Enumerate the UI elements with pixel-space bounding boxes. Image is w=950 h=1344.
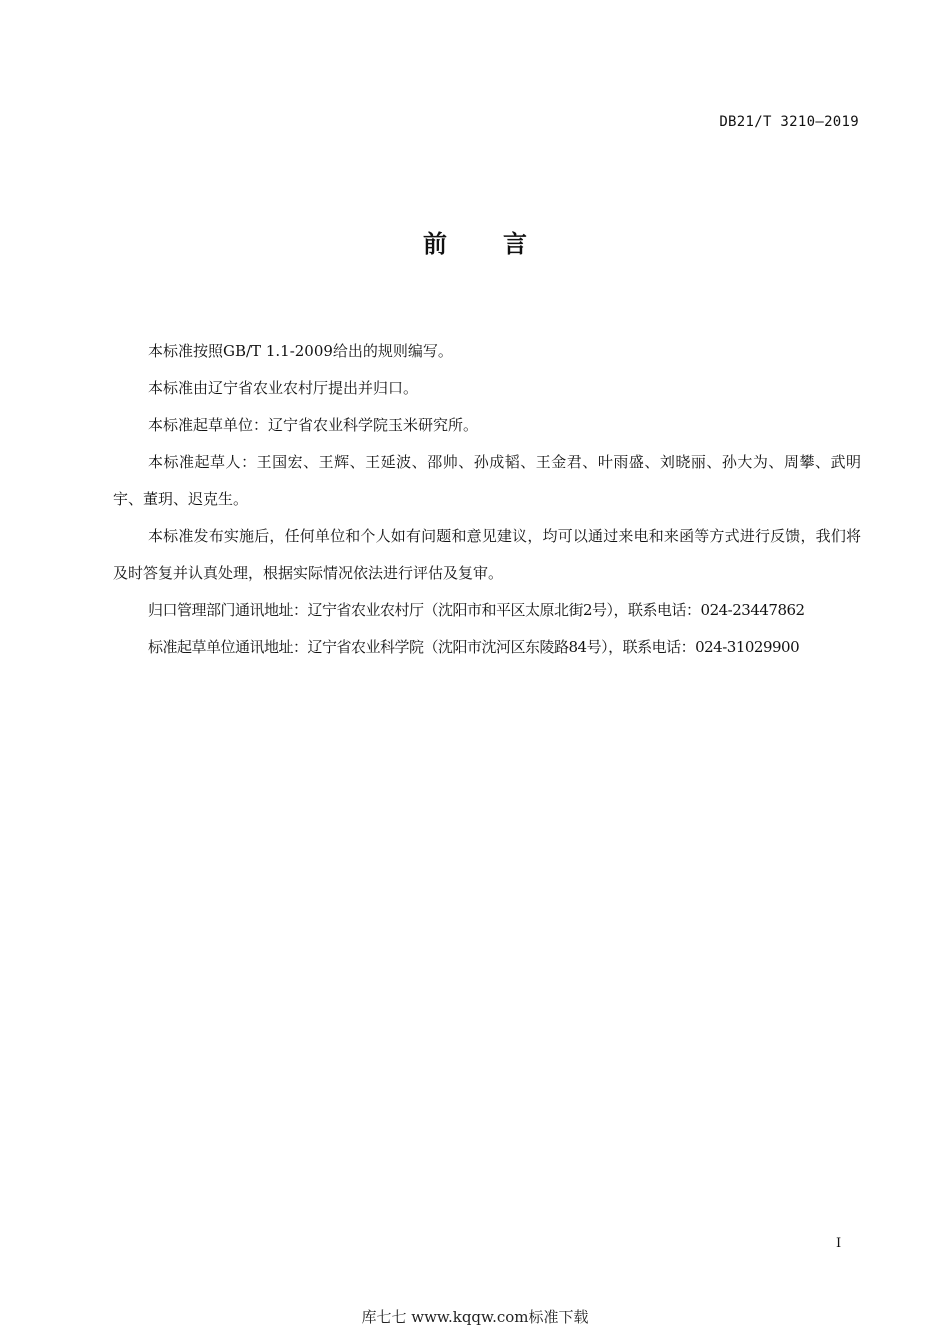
- paragraph-drafting-rules: 本标准按照GB/T 1.1-2009给出的规则编写。: [148, 342, 453, 360]
- paragraph-drafter-address: 标准起草单位通讯地址：辽宁省农业科学院（沈阳市沈河区东陵路84号），联系电话：024-31029900: [148, 638, 800, 656]
- standard-code: DB21/T 3210—2019: [719, 114, 859, 130]
- paragraph-drafters: 本标准起草人：王国宏、王辉、王延波、邵帅、孙成韬、王金君、叶雨盛、刘晓丽、孙大为、周攀、武明宇、董玥、迟克生。: [113, 453, 861, 508]
- paragraph-proposer: 本标准由辽宁省农业农村厅提出并归口。: [148, 379, 419, 397]
- paragraph-drafting-unit: 本标准起草单位：辽宁省农业科学院玉米研究所。: [148, 416, 479, 434]
- watermark-text: 库七七 www.kqqw.com标准下载: [361, 1308, 589, 1326]
- paragraph-authority-address: 归口管理部门通讯地址：辽宁省农业农村厅（沈阳市和平区太原北街2号），联系电话：024-23447862: [148, 601, 805, 619]
- page-title: 前言: [423, 230, 583, 258]
- paragraph-feedback: 本标准发布实施后，任何单位和个人如有问题和意见建议，均可以通过来电和来函等方式进行反馈，我们将及时答复并认真处理，根据实际情况依法进行评估及复审。: [113, 527, 861, 582]
- foreword-body: [113, 333, 861, 666]
- page-number: I: [836, 1236, 842, 1251]
